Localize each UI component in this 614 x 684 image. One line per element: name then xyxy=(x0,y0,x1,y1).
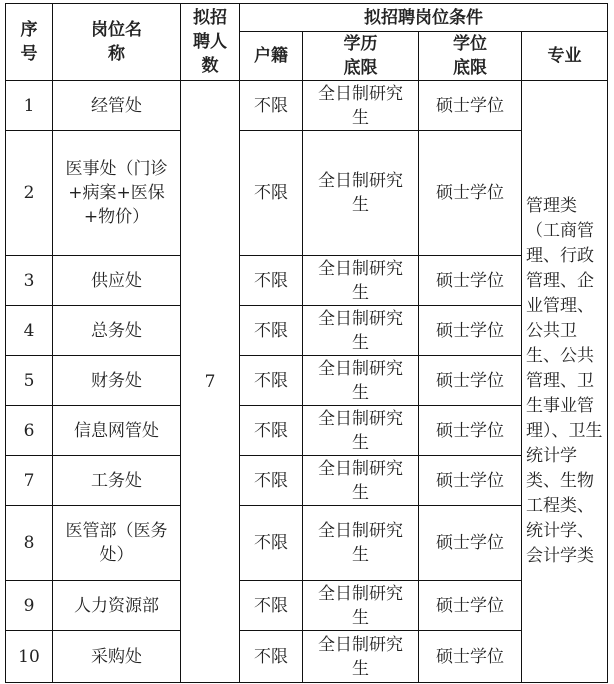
major-cell: 管理类（工商管理、行政管理、企业管理、公共卫生、公共管理、卫生事业管理）、卫生统计学类、生物工程类、统计学、会计学类 xyxy=(522,81,608,683)
table-row xyxy=(6,256,608,306)
table-row xyxy=(6,356,608,406)
table-row xyxy=(6,81,608,131)
position-name-cell: 供应处 xyxy=(53,256,181,306)
hukou-cell: 不限 xyxy=(240,456,303,506)
hukou-cell: 不限 xyxy=(240,356,303,406)
table-row xyxy=(6,456,608,506)
header-degree: 学位底限 xyxy=(419,32,522,81)
seq-cell: 6 xyxy=(6,406,53,456)
degree-cell: 硕士学位 xyxy=(419,406,522,456)
table-row xyxy=(6,631,608,683)
position-name-cell: 财务处 xyxy=(53,356,181,406)
hukou-cell: 不限 xyxy=(240,581,303,631)
hukou-cell: 不限 xyxy=(240,506,303,581)
position-name-cell: 工务处 xyxy=(53,456,181,506)
hukou-cell: 不限 xyxy=(240,306,303,356)
seq-cell: 5 xyxy=(6,356,53,406)
education-cell: 全日制研究生 xyxy=(303,506,419,581)
degree-cell: 硕士学位 xyxy=(419,506,522,581)
seq-cell: 2 xyxy=(6,131,53,256)
table-row xyxy=(6,581,608,631)
table-row xyxy=(6,406,608,456)
header-education: 学历底限 xyxy=(303,32,419,81)
position-name-cell: 医事处（门诊+病案+医保+物价） xyxy=(53,131,181,256)
position-name-cell: 信息网管处 xyxy=(53,406,181,456)
degree-cell: 硕士学位 xyxy=(419,306,522,356)
header-major: 专业 xyxy=(522,32,608,81)
education-cell: 全日制研究生 xyxy=(303,81,419,131)
table-row xyxy=(6,131,608,256)
degree-cell: 硕士学位 xyxy=(419,81,522,131)
position-name-cell: 采购处 xyxy=(53,631,181,683)
degree-cell: 硕士学位 xyxy=(419,131,522,256)
header-count: 拟招聘人数 xyxy=(181,4,240,81)
education-cell: 全日制研究生 xyxy=(303,131,419,256)
header-position: 岗位名称 xyxy=(53,4,181,81)
education-cell: 全日制研究生 xyxy=(303,456,419,506)
education-cell: 全日制研究生 xyxy=(303,356,419,406)
seq-cell: 3 xyxy=(6,256,53,306)
hukou-cell: 不限 xyxy=(240,256,303,306)
position-name-cell: 经管处 xyxy=(53,81,181,131)
recruitment-table xyxy=(5,3,608,683)
degree-cell: 硕士学位 xyxy=(419,631,522,683)
education-cell: 全日制研究生 xyxy=(303,406,419,456)
seq-cell: 9 xyxy=(6,581,53,631)
seq-cell: 4 xyxy=(6,306,53,356)
seq-cell: 7 xyxy=(6,456,53,506)
degree-cell: 硕士学位 xyxy=(419,581,522,631)
position-name-cell: 总务处 xyxy=(53,306,181,356)
degree-cell: 硕士学位 xyxy=(419,256,522,306)
hukou-cell: 不限 xyxy=(240,131,303,256)
hukou-cell: 不限 xyxy=(240,81,303,131)
count-cell: 7 xyxy=(181,81,240,683)
position-name-cell: 医管部（医务处） xyxy=(53,506,181,581)
header-conditions: 拟招聘岗位条件 xyxy=(240,4,608,32)
seq-cell: 1 xyxy=(6,81,53,131)
position-name-cell: 人力资源部 xyxy=(53,581,181,631)
seq-cell: 8 xyxy=(6,506,53,581)
degree-cell: 硕士学位 xyxy=(419,456,522,506)
education-cell: 全日制研究生 xyxy=(303,306,419,356)
table-row xyxy=(6,506,608,581)
education-cell: 全日制研究生 xyxy=(303,256,419,306)
hukou-cell: 不限 xyxy=(240,406,303,456)
hukou-cell: 不限 xyxy=(240,631,303,683)
header-hukou: 户籍 xyxy=(240,32,303,81)
education-cell: 全日制研究生 xyxy=(303,581,419,631)
header-seq: 序号 xyxy=(6,4,53,81)
degree-cell: 硕士学位 xyxy=(419,356,522,406)
seq-cell: 10 xyxy=(6,631,53,683)
table-row xyxy=(6,306,608,356)
education-cell: 全日制研究生 xyxy=(303,631,419,683)
